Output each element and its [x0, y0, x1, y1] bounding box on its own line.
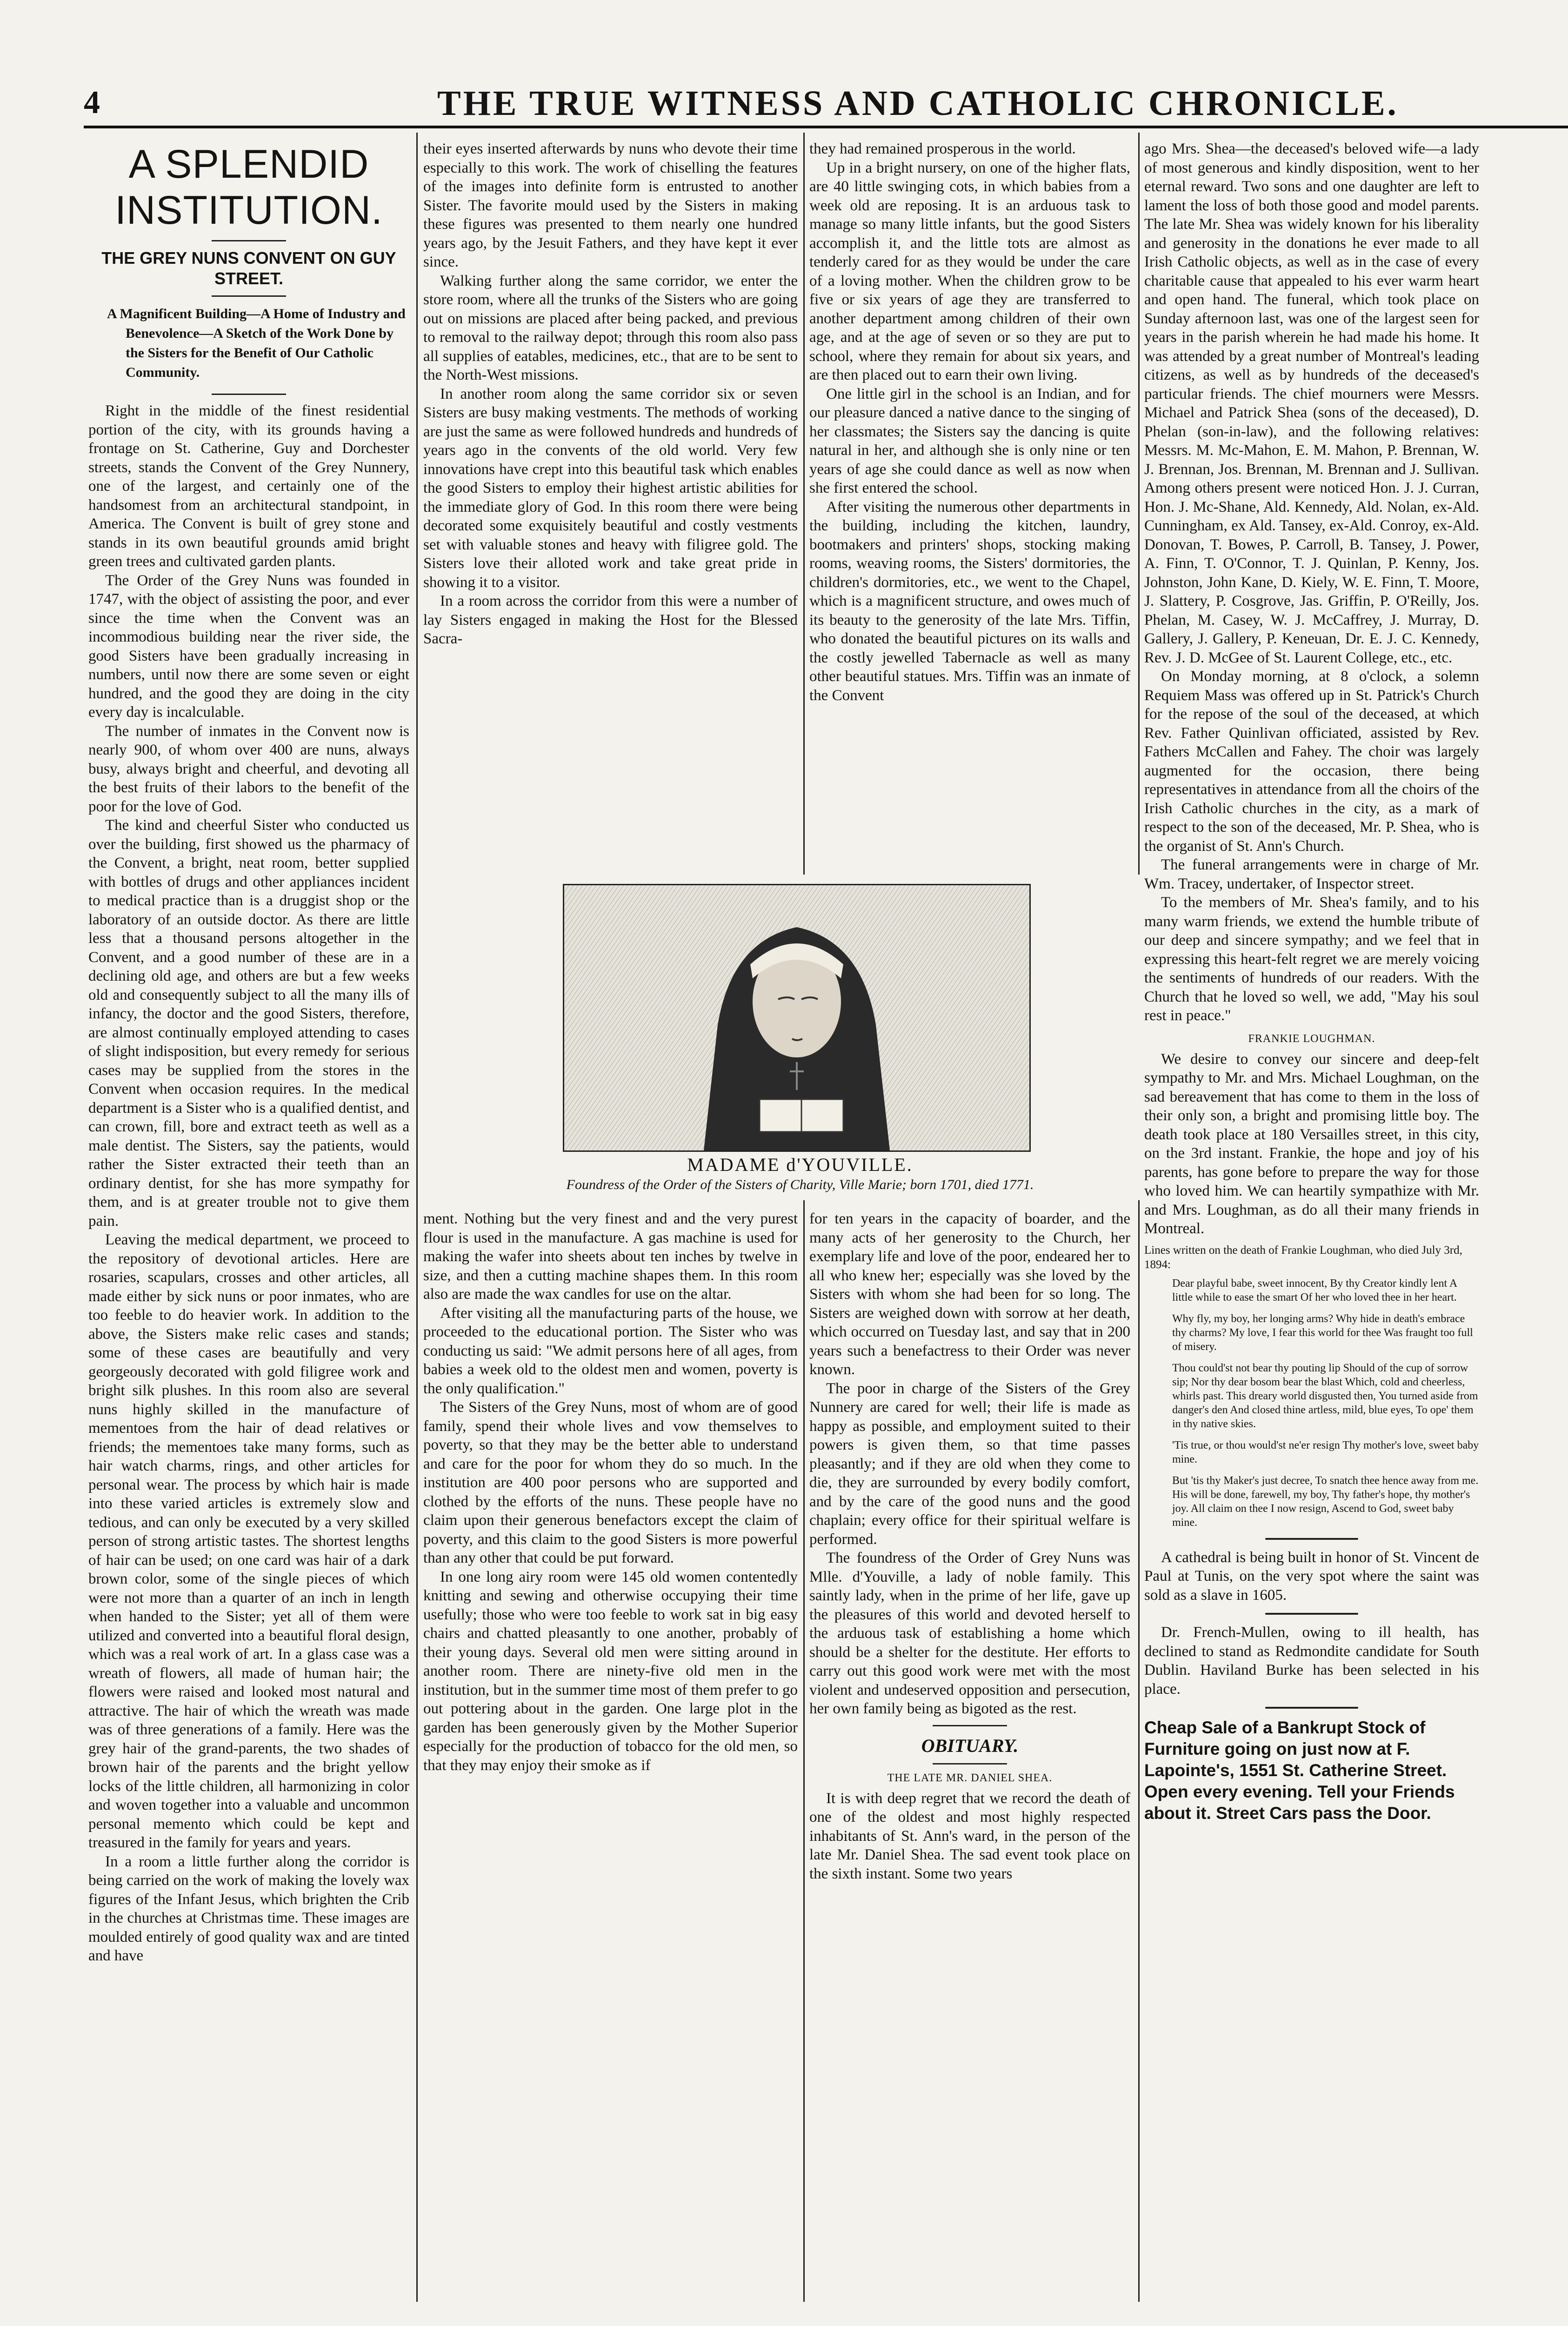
paragraph: their eyes inserted afterwards by nuns who devote their time especially to this work. The work of chiselling the features of the images into definite form is entrusted to another Sister. The favorite mould used by the Sisters in making these figures was presented to them nearly one hundred years ago, by the Jesuit Fathers, and they have kept it ever since.	[423, 140, 798, 270]
paragraph: Right in the middle of the finest residential portion of the city, with its grounds having a frontage on St. Catherine, Guy and Dorchester streets, stands the Convent of the Grey Nunnery, one of the largest, and certainly one of the handsomest from an architectural standpoint, in America. The Convent is built of grey stone and stands in its own beautiful grounds amid bright green trees and cultivated garden plants.	[88, 402, 409, 570]
column-4	[1144, 140, 1479, 2302]
paragraph: The foundress of the Order of Grey Nuns was Mlle. d'Youville, a lady of noble family. This saintly lady, when in the prime of her life, gave up the pleasures of this world and devoted herself to the arduous task of establishing a home which should be a shelter for the destitute. Her efforts to carry out this good work were met with the most violent and undeserved opposition and persecution, her own family being as bigoted as the rest.	[809, 1550, 1130, 1717]
paragraph: for ten years in the capacity of boarder, and the many acts of her generosity to the Church, her exemplary life and love of the poor, endeared her to all who knew her; especially was she loved by the Sisters with whom she had been for so long. The Sisters are weighed down with sorrow at her death, which occurred on Tuesday last, and say that in 200 years such a benefactress to their Order was never known.	[809, 1210, 1130, 1378]
paragraph: The Sisters of the Grey Nuns, most of whom are of good family, spend their whole lives and vow themselves to poverty, so that they may be the better able to understand and care for the poor for whom they do so much. In the institution are 400 poor persons who are supported and clothed by the efforts of the nuns. These people have no claim upon their generous benefactors except the claim of poverty, and this claim to the good Sisters is more powerful than any other that could be put forward.	[423, 1399, 798, 1566]
paragraph: It is with deep regret that we record the death of one of the oldest and most highly respected inhabitants of St. Ann's ward, in the person of the late Mr. Daniel Shea. The sad event took place on the sixth instant. Some two years	[809, 1790, 1130, 1882]
column-3-bottom	[809, 1210, 1130, 2302]
column-1	[88, 140, 409, 2302]
poem-stanza: 'Tis true, or thou would'st ne'er resign Thy mother's love, sweet baby mine.	[1172, 1439, 1479, 1465]
paragraph: Up in a bright nursery, on one of the higher flats, are 40 little swinging cots, in which babies from a week old are reposing. It is an arduous task to manage so many little infants, but the good Sisters accomplish it, and the little tots are almost as tenderly cared for as they would be under the care of a loving mother. When the children grow to be five or six years of age they are transferred to another department among children of their own age, and at the age of seven or so they are put to school, where they remain for about six years, and are then placed out to earn their own living.	[809, 159, 1130, 383]
shea-heading: THE LATE MR. DANIEL SHEA.	[887, 1771, 1053, 1784]
subtitle-rule	[212, 295, 286, 297]
obituary-heading: OBITUARY.	[921, 1735, 1019, 1756]
portrait-drawing	[564, 885, 1029, 1150]
paragraph: After visiting the numerous other departments in the building, including the kitchen, laundry, bootmakers and printers' shops, stocking making rooms, weaving rooms, the Sisters' dormitories, the children's dormitories, etc., we went to the Chapel, which is a magnificent structure, and owes much of its beauty to the generosity of the late Mrs. Tiffin, who donated the beautiful pictures on its walls and the costly jewelled Tabernacle as well as many other beautiful statues. Mrs. Tiffin was an inmate of the Convent	[809, 498, 1130, 704]
paragraph: A cathedral is being built in honor of St. Vincent de Paul at Tunis, on the very spot where the saint was sold as a slave in 1605.	[1144, 1549, 1479, 1604]
paragraph: In a room across the corridor from this were a number of lay Sisters engaged in making the Host for the Blessed Sacra-	[423, 593, 798, 647]
article-body	[809, 1210, 1130, 1718]
paragraph: Dr. French-Mullen, owing to ill health, has declined to stand as Redmondite candidate for South Dublin. Haviland Burke has been selected in his place.	[1144, 1624, 1479, 1698]
frankie-heading: FRANKIE LOUGHMAN.	[1248, 1032, 1375, 1045]
paragraph: The poor in charge of the Sisters of the Grey Nunnery are cared for well; their life is made as happy as possible, and employment suited to their powers is given them, so that time passes pleasantly; and if they are old when they come to die, they are surrounded by every bodily comfort, and by the care of the good nuns and the good chaplain; every office for their spiritual welfare is performed.	[809, 1380, 1130, 1548]
brief-tunis	[1144, 1548, 1479, 1605]
paragraph: ago Mrs. Shea—the deceased's beloved wife—a lady of most generous and kindly disposition, went to her eternal reward. Two sons and one daughter are left to lament the loss of both those good and model parents. The late Mr. Shea was widely known for his liberality and generosity in the donations he ever made to all Irish Catholic objects, as well as in the case of every charitable cause that appealed to his ever warm heart and open hand. The funeral, which took place on Sunday afternoon last, was one of the largest seen for years in the parish wherein he had made his home. It was attended by a great number of Montreal's leading citizens, as well as by hundreds of the deceased's particular friends. The chief mourners were Messrs. Michael and Patrick Shea (sons of the deceased), D. Phelan (son-in-law), and the following relatives: Messrs. M. Mc-Mahon, E. M. Mahon, P. Brennan, W. J. Brennan, Jos. Brennan, M. Brennan and J. Sullivan. Among others present were noticed Hon. J. J. Curran, Hon. J. Mc-Shane, Ald. Kennedy, Ald. Nolan, ex-Ald. Cunningham, ex Ald. Tansey, ex-Ald. Conroy, ex-Ald. Donovan, T. Bowes, P. Carroll, B. Tansey, J. Power, A. Finn, T. O'Connor, T. J. Quinlan, P. Kenny, Jos. Johnston, John Kane, D. Kiely, W. E. Finn, T. Moore, J. Slattery, P. Cosgrove, Jas. Griffin, P. O'Reilly, Jos. Phelan, M. Casey, W. J. McCaffrey, J. Murray, D. Gallery, J. Gallery, P. Keneuan, Dr. E. J. C. Kennedy, Rev. J. D. McGee of St. Laurent College, etc., etc.	[1144, 140, 1479, 666]
paragraph: they had remained prosperous in the world.	[809, 140, 1076, 157]
obituary-body	[809, 1789, 1130, 1884]
poem	[1172, 1277, 1479, 1530]
masthead: THE TRUE WITNESS AND CATHOLIC CHRONICLE.	[437, 84, 1399, 123]
deck-rule	[212, 394, 286, 395]
brief-divider	[1265, 1613, 1358, 1615]
portrait-engraving	[563, 884, 1031, 1152]
paragraph: Walking further along the same corridor, we enter the store room, where all the trunks of the Sisters who are going out on missions are placed after being packed, and previous to removal to the railway depot; through this room also pass all supplies of eatables, medicines, etc., that are to be sent to the North-West missions.	[423, 272, 798, 383]
article-body	[423, 140, 798, 648]
page-header	[84, 81, 1568, 124]
brief-dublin	[1144, 1623, 1479, 1698]
paragraph: In another room along the same corridor six or seven Sisters are busy making vestments. The methods of working are just the same as were followed hundreds and hundreds of years ago in the convents of the old world. Very few innovations have crept into this beautiful task which enables the good Sisters to employ their highest artistic abilities for the immediate glory of God. In this room there were being decorated some exquisitely beautiful and costly vestments set with valuable stones and heavy with filigree gold. The Sisters love their alloted work and take great pride in showing it to a visitor.	[423, 385, 798, 591]
article-deck: A Magnificent Building—A Home of Industry and Benevolence—A Sketch of the Work Done by the Sisters for the Benefit of Our Catholic Community.	[107, 306, 406, 380]
brief-divider	[1265, 1538, 1358, 1540]
column-divider	[803, 133, 805, 2302]
header-rule	[84, 126, 1568, 128]
brief-divider	[1265, 1707, 1358, 1709]
obituary-body	[1144, 1050, 1479, 1238]
column-3-top	[809, 140, 1130, 875]
column-divider	[416, 133, 418, 2302]
paragraph: The kind and cheerful Sister who conducted us over the building, first showed us the pharmacy of the Convent, a bright, neat room, better supplied with bottles of drugs and other appliances incident to medical practice than is a druggist shop or the laboratory of an outside doctor. As there are little less that a thousand persons altogether in the Convent, and a good number of these are in a declining old age, and others are but a few weeks old and consequently subject to all the many ills of infancy, the doctor and the good Sisters, therefore, are almost continually employed attending to cases of slight indisposition, but every remedy for serious cases may be supplied from the stores in the Convent when occasion requires. In the medical department is a Sister who is a qualified dentist, and can crown, fill, bore and extract teeth as well as a male dentist. The Sisters, say the patients, would rather the Sister extracted their teeth than an ordinary dentist, for she has more sympathy for them, and is at greater trouble not to give them pain.	[88, 817, 409, 1230]
column-divider	[1138, 133, 1140, 2302]
paragraph: The Order of the Grey Nuns was founded in 1747, with the object of assisting the poor, and ever since the time when the Convent was an incommodious building near the river side, the good Sisters have been gradually increasing in numbers, until now there are some seven or eight hundred, and the good they are doing in the city every day is incalculable.	[88, 572, 409, 721]
title-rule	[212, 240, 286, 241]
poem-intro: Lines written on the death of Frankie Loughman, who died July 3rd, 1894:	[1144, 1243, 1462, 1271]
article-title: A SPLENDID INSTITUTION.	[115, 142, 383, 233]
paragraph: On Monday morning, at 8 o'clock, a solemn Requiem Mass was offered up in St. Patrick's Church for the repose of the soul of the deceased, at which Rev. Father Quinlivan officiated, assisted by Rev. Fathers McCallen and Fahey. The choir was largely augmented for the occasion, there being representatives in attendance from all the choirs of the Irish Catholic churches in the city, as a mark of respect to the son of the deceased, Mr. P. Shea, who is the organist of St. Ann's Church.	[1144, 668, 1479, 855]
paragraph: ment. Nothing but the very finest and and the very purest flour is used in the manufacture. A gas machine is used for making the wafer into sheets about ten inches by twelve in size, and then a cutting machine shapes them. In this room also are made the wax candles for use on the altar.	[423, 1210, 798, 1303]
article-body	[88, 401, 409, 1965]
poem-stanza: Thou could'st not bear thy pouting lip Should of the cup of sorrow sip; Nor thy dear bosom bear the blast Which, cold and cheerless, whirls past. This dreary world disgusted then, You turned aside from danger's den And closed thine artless, mild, blue eyes, To ope' them in thy native skies.	[1172, 1362, 1478, 1430]
paragraph: The number of inmates in the Convent now is nearly 900, of whom over 400 are nuns, always busy, always bright and cheerful, and devoting all the best fruits of their labors to the benefit of the poor for the love of God.	[88, 722, 409, 815]
paragraph: One little girl in the school is an Indian, and for our pleasure danced a native dance to the singing of her classmates; the Sisters say the dancing is quite natural in her, and although she is only nine or ten years of age she could dance as well as now when she first entered the school.	[809, 385, 1130, 496]
figure-caption-title: MADAME d'YOUVILLE.	[687, 1154, 913, 1175]
poem-stanza: But 'tis thy Maker's just decree, To snatch thee hence away from me. His will be done, farewell, my boy, Thy father's hope, thy mother's joy. All claim on thee I now resign, Ascend to God, sweet baby mine.	[1172, 1474, 1479, 1529]
furniture-advertisement: Cheap Sale of a Bankrupt Stock of Furniture going on just now at F. Lapointe's, 1551 St. Catherine Street. Open every evening. Tell your Friends about it. Street Cars pass the Door.	[1144, 1718, 1455, 1823]
obituary-body	[1144, 140, 1479, 1025]
poem-stanza: Why fly, my boy, her longing arms? Why hide in death's embrace thy charms? My love, I fear this world for thee Was fraught too full of misery.	[1172, 1312, 1473, 1353]
page-number: 4	[84, 85, 100, 120]
paragraph: The funeral arrangements were in charge of Mr. Wm. Tracey, undertaker, of Inspector street.	[1144, 856, 1479, 892]
column-2-bottom	[423, 1210, 798, 2302]
paragraph: In one long airy room were 145 old women contentedly knitting and sewing and otherwise occupying their time usefully; those who were too feeble to work sat in big easy chairs and chatted pleasantly to one another, probably of their young days. Several old men were sitting around in another room. There are ninety-five old men in the institution, but in the summer time most of them prefer to go out pottering about in the garden. One large plot in the garden has been generously given by the Mother Superior especially for the production of tobacco for the old men, so that they may enjoy their smoke as if	[423, 1568, 798, 1774]
column-2-top	[423, 140, 798, 875]
poem-stanza: Dear playful babe, sweet innocent, By thy Creator kindly lent A little while to ease the smart Of her who loved thee in her heart.	[1172, 1277, 1457, 1303]
article-body	[809, 140, 1130, 705]
article-subtitle: THE GREY NUNS CONVENT ON GUY STREET.	[101, 248, 396, 288]
paragraph: To the members of Mr. Shea's family, and to his many warm friends, we extend the humble tribute of our deep and sincere sympathy; and we feel that in expressing this heart-felt regret we are merely voicing the sentiments of hundreds of our readers. With the Church that he loved so well, we add, "May his soul rest in peace."	[1144, 894, 1479, 1024]
section-rule	[933, 1725, 1007, 1726]
figure-caption-detail: Foundress of the Order of the Sisters of Charity, Ville Marie; born 1701, died 1771.	[566, 1177, 1034, 1192]
section-rule	[933, 1763, 1007, 1765]
article-body	[423, 1210, 798, 1775]
paragraph: Leaving the medical department, we proceed to the repository of devotional articles. Here are rosaries, scapulars, crosses and other articles, all made either by sick nuns or poor inmates, who are too feeble to do heavier work. In addition to the above, the Sisters make relic cases and stands; some of these cases are beautifully and very georgeously decorated with gold filigree work and bright silk plushes. In this room also are several nuns highly skilled in the manufacture of mementoes from the hair of dead relatives or friends; the mementoes take many forms, such as hair watch charms, rings, and other articles for personal wear. The process by which hair is made into these varied articles is extremely slow and tedious, and can only be executed by a very skilled person of strong artistic tastes. The shortest lengths of hair can be used; on one card was hair of a dark brown color, some of the single pieces of which were not more than a quarter of an inch in length when handed to the Sister; yet all of them were utilized and converted into a beautiful floral design, which was a real work of art. In a glass case was a wreath of flowers, all made of human hair; the flowers were raised and looked most natural and attractive. The hair of which the wreath was made was of three generations of a family. Here was the grey hair of the grand-parents, the two shades of brown hair of the parents and the bright yellow locks of the little children, all harmonizing in color and woven together into a valuable and uncommon personal memento which could be kept and treasured in the family for years and years.	[88, 1231, 409, 1851]
paragraph: In a room a little further along the corridor is being carried on the work of making the lovely wax figures of the Infant Jesus, which brighten the Crib in the churches at Christmas time. These images are moulded entirely of good quality wax and are tinted and have	[88, 1853, 409, 1964]
portrait-figure	[423, 875, 1177, 1200]
paragraph: We desire to convey our sincere and deep-felt sympathy to Mr. and Mrs. Michael Loughman, on the sad bereavement that has come to them in the loss of their only son, a bright and promising little boy. The death took place at 180 Versailles street, in this city, on the 3rd instant. Frankie, the hope and joy of his parents, has gone before to prepare the way for those who loved him. We can heartily sympathize with Mr. and Mrs. Loughman, as do all their many friends in Montreal.	[1144, 1050, 1479, 1237]
paragraph: After visiting all the manufacturing parts of the house, we proceeded to the educational portion. The Sister who was conducting us said: "We admit persons here of all ages, from babies a week old to the oldest men and women, poverty is the only qualification."	[423, 1304, 798, 1397]
